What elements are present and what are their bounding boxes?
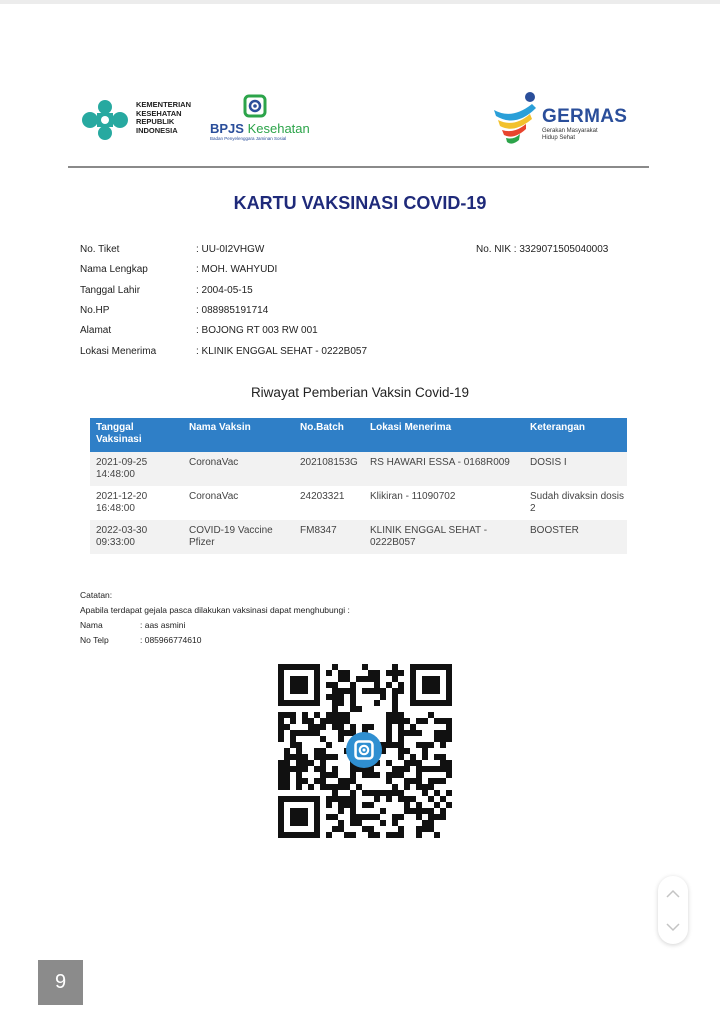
header-divider — [68, 166, 649, 168]
bpjs-logo-icon — [353, 739, 375, 761]
table-header-location: Lokasi Menerima — [370, 422, 452, 433]
table-header-date: Tanggal Vaksinasi — [96, 422, 142, 445]
scroll-down-button[interactable] — [658, 910, 688, 944]
info-value-ticket: : UU-0I2VHGW — [196, 244, 265, 255]
cell-note: DOSIS I — [530, 457, 567, 468]
scroll-up-button[interactable] — [658, 876, 688, 910]
cell-vaccine: COVID-19 Vaccine Pfizer — [189, 525, 273, 548]
cell-location: KLINIK ENGGAL SEHAT - 0222B057 — [370, 525, 488, 548]
cell-note: BOOSTER — [530, 525, 579, 536]
table-header-note: Keterangan — [530, 422, 586, 433]
bpjs-subtitle: Badan Penyelenggara Jaminan Sosial — [210, 136, 287, 141]
cell-date: 2022-03-30 09:33:00 — [96, 525, 148, 548]
kemenkes-text: KEMENTERIAN KESEHATAN REPUBLIK INDONESIA — [136, 100, 192, 135]
vaccination-table — [90, 418, 627, 554]
kemenkes-logo-icon — [80, 99, 130, 141]
notes-heading: Catatan: — [80, 590, 113, 600]
info-value-name: : MOH. WAHYUDI — [196, 264, 278, 275]
table-header-vaccine: Nama Vaksin — [189, 422, 251, 433]
cell-batch: FM8347 — [300, 525, 337, 536]
bpjs-logo — [210, 93, 310, 145]
bpjs-logo-icon — [242, 93, 268, 119]
notes-name-label: Nama — [80, 620, 103, 630]
info-label-birthdate: Tanggal Lahir — [80, 285, 141, 296]
notes-line: Apabila terdapat gejala pasca dilakukan vaksinasi dapat menghubungi : — [80, 605, 350, 615]
top-band — [0, 0, 720, 4]
info-value-address: : BOJONG RT 003 RW 001 — [196, 325, 318, 336]
info-value-birthdate: : 2004-05-15 — [196, 285, 253, 296]
table-row — [90, 520, 627, 554]
info-label-ticket: No. Tiket — [80, 244, 120, 255]
kemenkes-logo — [80, 97, 205, 143]
cell-date: 2021-09-25 14:48:00 — [96, 457, 148, 480]
qr-center-logo — [346, 732, 382, 768]
chevron-up-icon — [666, 889, 680, 898]
table-header — [90, 418, 627, 452]
page-number-badge: 9 — [38, 960, 83, 1005]
germas-logo — [492, 90, 632, 150]
info-label-phone: No.HP — [80, 305, 110, 316]
germas-logo-icon — [492, 90, 544, 148]
cell-date: 2021-12-20 16:48:00 — [96, 491, 148, 514]
info-value-phone: : 088985191714 — [196, 305, 269, 316]
germas-name: GERMAS — [542, 106, 628, 127]
chevron-down-icon — [666, 923, 680, 932]
germas-subtitle: Gerakan Masyarakat Hidup Sehat — [542, 128, 598, 141]
document-title: KARTU VAKSINASI COVID-19 — [233, 193, 487, 213]
info-label-name: Nama Lengkap — [80, 264, 148, 275]
nik-value: No. NIK : 3329071505040003 — [476, 244, 609, 255]
cell-vaccine: CoronaVac — [189, 491, 239, 502]
cell-location: Klikiran - 11090702 — [370, 491, 456, 502]
cell-batch: 24203321 — [300, 491, 345, 502]
cell-note: Sudah divaksin dosis 2 — [530, 491, 624, 514]
table-row — [90, 452, 627, 486]
cell-batch: 202108153G — [300, 457, 358, 468]
table-row — [90, 486, 627, 520]
history-title: Riwayat Pemberian Vaksin Covid-19 — [250, 385, 470, 400]
bpjs-name: BPJS Kesehatan — [210, 121, 310, 136]
cell-location: RS HAWARI ESSA - 0168R009 — [370, 457, 510, 468]
notes-phone-value: : 085966774610 — [140, 635, 202, 645]
page-navigator — [658, 876, 688, 944]
info-label-address: Alamat — [80, 325, 112, 336]
table-header-batch: No.Batch — [300, 422, 344, 433]
info-label-location: Lokasi Menerima — [80, 346, 157, 357]
info-value-location: : KLINIK ENGGAL SEHAT - 0222B057 — [196, 346, 368, 357]
cell-vaccine: CoronaVac — [189, 457, 239, 468]
notes-name-value: : aas asmini — [140, 620, 186, 630]
notes-phone-label: No Telp — [80, 635, 109, 645]
